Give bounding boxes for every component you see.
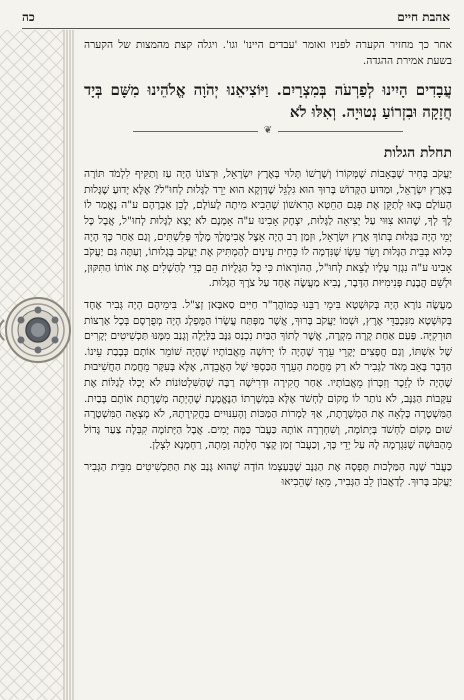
running-title: אהבת חיים [397,9,450,24]
divider-ornament: ❦ [263,125,273,137]
margin-ornament [0,30,78,700]
body-paragraph: כַּעֲבֹר שָׁנָה הַמַּלְכוּת תָּפְסָה אֶת הַגַּנָּב שֶׁבְּעַצְמוֹ הוֹדָה שֶׁהוּא גָּנַב אֶת הַתַּכְשִׁיטִים מִבֵּית הַגְּבִיר יַעֲקֹב בָּרוּךְ. לְדַאֲבוֹן לֵב הַגְּבִיר, מֵאָז שֶׁהֵבִיאוּ [84,460,452,489]
section-heading: תחלת הגלות [383,145,452,162]
body-paragraph: מַעֲשֶׂה נוֹרָא הָיָה בְּקוּשְׁטָא בִּימֵי רַבֵּנוּ כְּמוֹהֲרָ"ר חַיִּים סַאבָּאן זְצַ"ל. בִּימֵיהֶם הָיָה גְּבִיר אֶחָד בְּקוּשְׁטָא מִנִּכְבַּדֵּי אֶרֶץ, וּשְׁמוֹ יַעֲקֹב בָּרוּךְ, אֲשֶׁר מַפְּתַּח עֲשָׂרוֹ הַמֻּפְלָג הָיָה מְפֻרְסָם בְּכָל אַרְצוֹת תּוּרְקִיָּה. פַּעַם אַחַת קָרָה מִקְרֶה, אֲשֶׁר לְתוֹךְ הַבַּיִת נִכְנַס גַּנָּב בַּלַּיְלָה וְגָנַב מִמֶּנּוּ תַּכְשִׁיטִים יְקָרִים שֶׁל אִשְׁתּוֹ, וְגַם חֲפָצִים יְקָרֵי עֵרֶךְ שֶׁהָיָה לוֹ יְרוּשָׁה מֵאֲבוֹתָיו שֶׁהָיָה שׁוֹמֵר אוֹתָם כְּבָבַת עֵינוֹ. הַדָּבָר בָּאֵב מְאֹד לַגְּבִיר לֹא רַק מֵחֲמַת הָעֵרֶךְ הַכַּסְפִּי שֶׁל הָאֲבֵדָה, אֶלָּא בְּעִקָּר מֵחֲמַת הַחֲשִׁיבוּת שֶׁהָיָה לוֹ לְזֵכֶר וְזִכָּרוֹן מֵאֲבוֹתָיו. אַחַר חֲקִירָה וּדְרִישָׁה רַבָּה שֶׁהַשִּׁלְטוֹנוֹת לֹא יָכְלוּ לְגַלּוֹת אֶת עִקְּבוֹת הַגַּנָּב, לֹא נוֹתַר לוֹ מָקוֹם לַחְשֹׁד אֶלָּא בִּמְשָׁרְתוֹ הַנֶּאֱמֶנֶת שֶׁהָיְתָה מְשָׁרֶתֶת אוֹתָם בְּבַיִת. הַמִּשְׁטָרָה כָּלְאָה אֶת הַמְשָׁרֶתֶת, אַךְ לַמְרוֹת הַמַּכּוֹת וְהָעִנּוּיִים בַּחֲקִירָתָהּ, לֹא מָצְאָה הַמִּשְׁטָרָה שׁוּם מָקוֹם לַחְשֹׁד בְּיָתוֹמָה, וְשִׁחְרְרָה אוֹתָהּ כַּעֲבֹר כַּמָּה יָמִים. אֲבָל הַיָּתוֹמָה קִבְּלָה צַעַר גָּדוֹל מֵהַבּוּשָׁה שֶׁנִּגְרְמָה לָהּ עַל יְדֵי כָּךְ, וְכַעֲבֹר זְמַן קָצָר חָלְתָה וָמֵתָה, רַחְמָנָא לִצְלַן. [84,298,452,452]
haggadah-passage: עֲבָדִים הָיִינוּ לְפַרְעֹה בְּמִצְרָיִם. וַיּוֹצִיאֵנוּ יְהֹוָה אֱלֹהֵינוּ מִשָּׁם בְּיָד חֲזָקָה וּבִזְרוֹעַ נְטוּיָה. וְאִלּוּ לֹא [84,81,452,122]
body-paragraph: יַעֲקֹב בָּחִיר שֶׁבָּאָבוֹת שֶׁמְּקוֹרוֹ וְשָׁרְשׁוֹ תָּלוּי בְּאֶרֶץ יִשְׂרָאֵל, וּרְצוֹנוֹ הָיָה עַז וְתַקִּיף לִלְמֹד תּוֹרָה בְּאֶרֶץ יִשְׂרָאֵל, וּמַדּוּעַ הַקָּדוֹשׁ בָּרוּךְ הוּא גִּלְגֵּל שֶׁדַּוְקָא הוּא יֵרֵד לַגָּלוּת לְחוּ"ל? אֶלָּא יָדוּעַ שֶׁגָּלוּת הָעוֹלָם בָּאוּ לְתַקֵּן אֶת פְּגַם הַחֵטְא הָרִאשׁוֹן שֶׁהֵבִיא מִיתָה לָעוֹלָם, לָכֵן אַבְרָהָם ע"ה נֶאֱמַר לוֹ לֶךְ לְךָ, שֶׁהוּא צִוּוּי עַל יְצִיאָה לַגָּלוּת, יִצְחָק אָבִינוּ ע"ה אָמְנָם לֹא יָצָא לַגָּלוּת לְחוּ"ל, אֲבָל כָּל יְמֵי הָיָה בַּגָּלוּת בְּתוֹךְ אֶרֶץ יִשְׂרָאֵל, וּזְמַן רַב הָיָה אֵצֶל אֲבִימֶלֶךְ מֶלֶךְ פְּלִשְׁתִּים, וְגַם אַחַר כָּךְ הָיָה כְּלוּא בְּבֵית הַגָּלוּת וְשֵׂר עֵשָׂו שֶׁנִּדְמָה לוֹ כְּחֵית עֵינַיִם לְהַמְתִּיק אֶת יַעֲקֹב בְּגָלוּתוֹ, וְעַתָּה גַּם יַעֲקֹב אָבִינוּ ע"ה נִגְזַר עָלָיו לָצֵאת לְחוּ"ל, הַהוֹרָאוֹת כִּי כָּל הַגָּלֻיּוֹת הֵם כְּדֵי לְהַשְׁלִים אֶת אוֹתוֹ הַתִּקּוּן, וּלְשֵׁם הֲבָנַת פְּנִימִיּוּת הַדָּבָר, נָבִיא מַעֲשֶׂה אֶחָד עַל צֹרֶךְ הַגָּלוּת. [84,168,452,290]
ornamental-divider [84,125,452,137]
running-header [22,6,450,29]
main-text-column [84,38,452,694]
page-number: כה [22,9,35,24]
intro-paragraph: אחר כך מחזיר הקערה לפניו ואומר 'עבדים היינו' וגו'. ויגלה קצת מהמצות של הקערה בשעת אמירת ההגדה. [84,39,452,67]
